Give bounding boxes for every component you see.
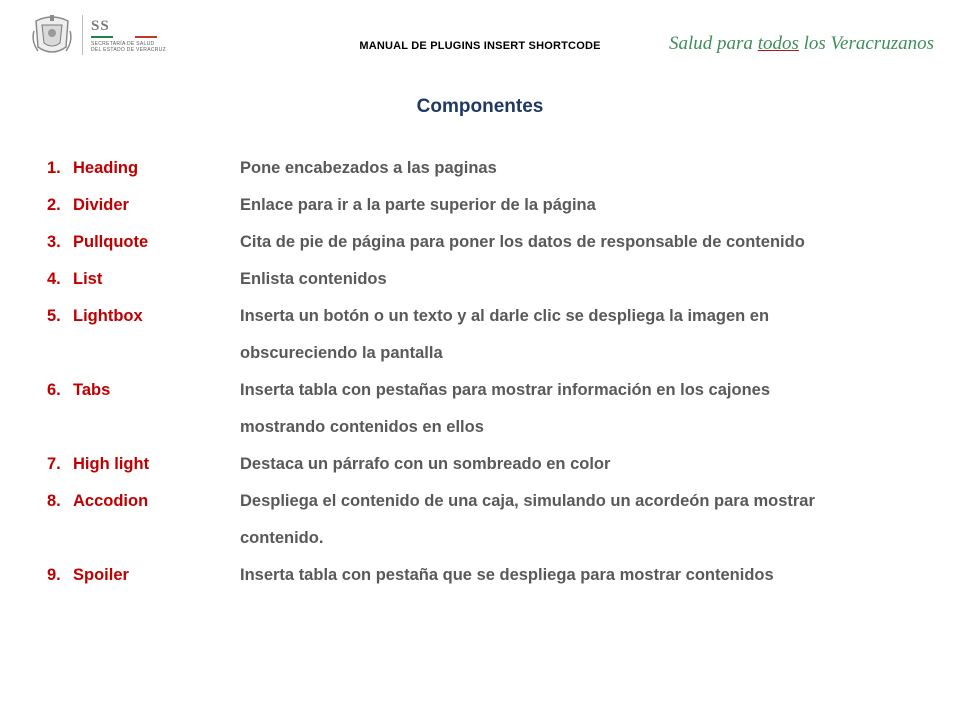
list-item <box>47 446 927 483</box>
item-description: Inserta un botón o un texto y al darle clic se despliega la imagen en <box>240 307 770 325</box>
item-number: 2. <box>47 196 61 214</box>
item-number: 4. <box>47 270 61 288</box>
item-description: contenido. <box>240 529 324 547</box>
item-name: Heading <box>73 159 139 177</box>
item-description: obscureciendo la pantalla <box>240 344 443 362</box>
logo-abbrev: SS <box>91 17 110 34</box>
item-description: Inserta tabla con pestaña que se despliega para mostrar contenidos <box>240 566 774 584</box>
item-description: Enlista contenidos <box>240 270 387 288</box>
list-item <box>47 150 927 187</box>
item-name: Lightbox <box>73 307 143 325</box>
slogan-part-1: Salud para <box>669 33 758 54</box>
item-name: List <box>73 270 103 288</box>
section-title: Componentes <box>416 96 544 117</box>
item-name: Tabs <box>73 381 111 399</box>
item-description: Inserta tabla con pestañas para mostrar información en los cajones <box>240 381 771 399</box>
list-item <box>47 483 927 520</box>
item-description: Enlace para ir a la parte superior de la página <box>240 196 596 214</box>
logo-line-1: SECRETARÍA DE SALUD <box>91 40 155 47</box>
list-item-continuation <box>47 409 927 446</box>
item-number <box>47 520 73 557</box>
item-name: Pullquote <box>73 233 149 251</box>
secretaria-salud-logo <box>30 10 190 60</box>
item-number <box>47 335 73 372</box>
item-number <box>47 409 73 446</box>
item-description: Despliega el contenido de una caja, simulando un acordeón para mostrar <box>240 492 815 510</box>
item-number: 9. <box>47 566 61 584</box>
list-item <box>47 557 927 594</box>
item-number: 8. <box>47 492 61 510</box>
logo-color-rule <box>91 36 157 38</box>
list-item <box>47 261 927 298</box>
item-number: 6. <box>47 381 61 399</box>
logo-rule-green <box>91 36 113 38</box>
logo-line-2: DEL ESTADO DE VERACRUZ <box>91 46 166 53</box>
list-item <box>47 298 927 335</box>
item-number: 5. <box>47 307 61 325</box>
slogan-part-2: todos <box>757 33 799 54</box>
item-name <box>73 335 240 372</box>
item-number: 7. <box>47 455 61 473</box>
item-description: Pone encabezados a las paginas <box>240 159 497 177</box>
item-number: 1. <box>47 159 61 177</box>
page-header <box>0 0 960 80</box>
slogan <box>669 33 934 55</box>
item-description: Destaca un párrafo con un sombreado en color <box>240 455 611 473</box>
item-name: Divider <box>73 196 129 214</box>
logo-rule-red <box>135 36 157 38</box>
item-name <box>73 409 240 446</box>
document-title: MANUAL DE PLUGINS INSERT SHORTCODE <box>359 40 601 52</box>
item-name: Spoiler <box>73 566 129 584</box>
list-item-continuation <box>47 335 927 372</box>
item-description: Cita de pie de página para poner los datos de responsable de contenido <box>240 233 805 251</box>
item-number: 3. <box>47 233 61 251</box>
item-name: Accodion <box>73 492 149 510</box>
item-description: mostrando contenidos en ellos <box>240 418 484 436</box>
item-name <box>73 520 240 557</box>
list-item <box>47 187 927 224</box>
components-list <box>47 150 927 594</box>
list-item-continuation <box>47 520 927 557</box>
logo-rule-white <box>113 36 135 38</box>
list-item <box>47 372 927 409</box>
item-name: High light <box>73 455 150 473</box>
slogan-part-3: los Veracruzanos <box>798 33 934 54</box>
list-item <box>47 224 927 261</box>
